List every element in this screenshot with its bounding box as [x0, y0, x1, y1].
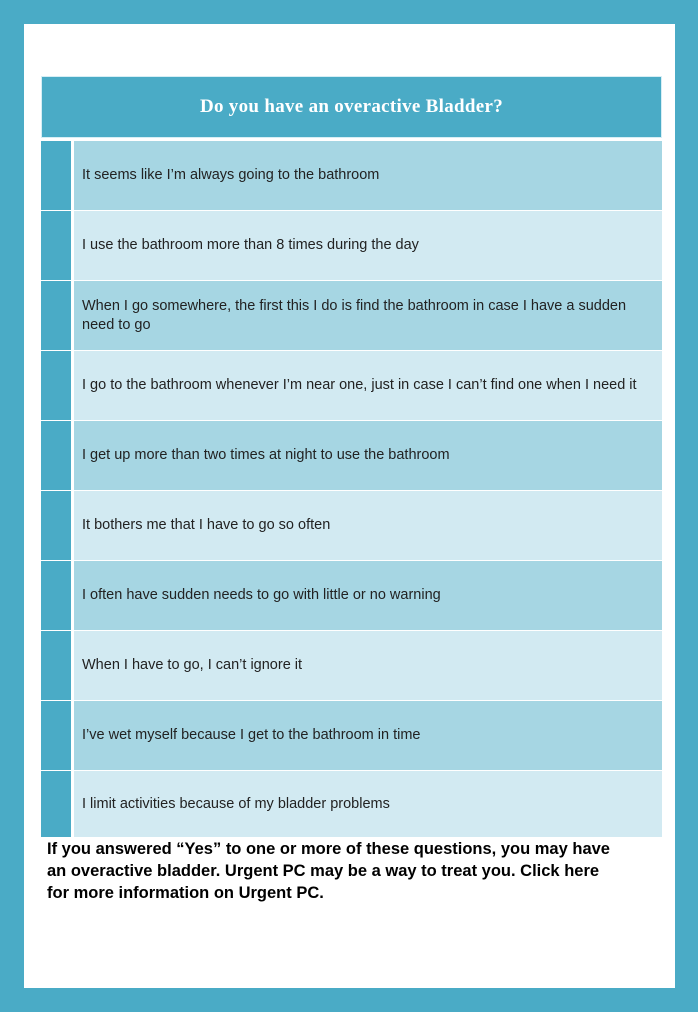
- question-row: [41, 561, 662, 631]
- more-info-link[interactable]: Click here for more information on Urgent PC.: [47, 862, 600, 902]
- question-text: It bothers me that I have to go so often: [74, 491, 662, 560]
- question-row: [41, 351, 662, 421]
- answer-checkbox[interactable]: [41, 421, 74, 490]
- question-row: [41, 631, 662, 701]
- question-list: [41, 141, 662, 837]
- question-row: [41, 701, 662, 771]
- question-text: It seems like I’m always going to the bathroom: [74, 141, 662, 210]
- quiz-title: Do you have an overactive Bladder?: [41, 76, 662, 138]
- bladder-quiz: [41, 76, 662, 837]
- answer-checkbox[interactable]: [41, 561, 74, 630]
- answer-checkbox[interactable]: [41, 351, 74, 420]
- question-text: I go to the bathroom whenever I’m near one, just in case I can’t find one when I need it: [74, 351, 662, 420]
- question-text: When I have to go, I can’t ignore it: [74, 631, 662, 700]
- question-text: When I go somewhere, the first this I do is find the bathroom in case I have a sudden need to go: [74, 281, 662, 350]
- question-text: I’ve wet myself because I get to the bathroom in time: [74, 701, 662, 770]
- answer-checkbox[interactable]: [41, 771, 74, 837]
- result-message: [47, 838, 617, 904]
- question-row: [41, 141, 662, 211]
- answer-checkbox[interactable]: [41, 281, 74, 350]
- question-row: [41, 211, 662, 281]
- answer-checkbox[interactable]: [41, 141, 74, 210]
- question-row: [41, 491, 662, 561]
- answer-checkbox[interactable]: [41, 701, 74, 770]
- answer-checkbox[interactable]: [41, 211, 74, 280]
- question-row: [41, 281, 662, 351]
- question-text: I use the bathroom more than 8 times during the day: [74, 211, 662, 280]
- question-text: I get up more than two times at night to use the bathroom: [74, 421, 662, 490]
- answer-checkbox[interactable]: [41, 491, 74, 560]
- question-row: [41, 771, 662, 837]
- question-text: I limit activities because of my bladder problems: [74, 771, 662, 837]
- question-text: I often have sudden needs to go with little or no warning: [74, 561, 662, 630]
- answer-checkbox[interactable]: [41, 631, 74, 700]
- question-row: [41, 421, 662, 491]
- result-message-text: If you answered “Yes” to one or more of these questions, you may have an overactive bladder. Urgent PC may be a way to treat you.: [47, 840, 610, 880]
